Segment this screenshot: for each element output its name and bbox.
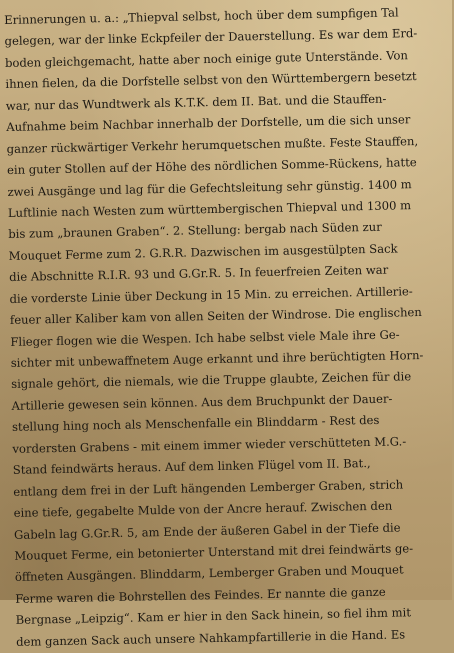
text-line: gelegen, war der linke Eckpfeiler der Dauerstellung. Es war dem Erd-	[4, 26, 418, 49]
text-line: boden gleichgemacht, hatte aber noch einige gute Unterstände. Von	[4, 48, 409, 70]
text-line: eine tiefe, gegabelte Mulde von der Ancre herauf. Zwischen den	[13, 498, 393, 520]
text-line: stellung hing noch als Menschenfalle ein Blinddarm - Rest des	[11, 413, 380, 435]
text-line: die vorderste Linie über Deckung in 15 Min. zu erreichen. Artillerie-	[9, 283, 413, 306]
text-line: Erinnerungen u. a.: „Thiepval selbst, hoch über dem sumpfigen Tal	[4, 5, 399, 27]
text-line: Stand feindwärts heraus. Auf dem linken Flügel vom II. Bat.,	[12, 456, 371, 478]
text-line: Mouquet Ferme zum 2. G.R.R. Dazwischen im ausgestülpten Sack	[8, 241, 398, 263]
text-line: Ferme waren die Bohrstellen des Feindes. Er nannte die ganze	[15, 584, 386, 606]
body-text	[4, 2, 454, 653]
text-line: Artillerie gewesen sein können. Aus dem Bruchpunkt der Dauer-	[11, 391, 393, 413]
text-line: ein guter Stollen auf der Höhe des nördlichen Somme-Rückens, hatte	[6, 155, 417, 178]
text-line: Flieger flogen wie die Wespen. Ich habe selbst viele Male ihre Ge-	[10, 327, 400, 349]
text-line: die Abschnitte R.I.R. 93 und G.Gr.R. 5. In feuerfreien Zeiten war	[8, 262, 389, 285]
text-line: bis zum „braunen Graben“. 2. Stellung: bergab nach Süden zur	[8, 220, 382, 242]
text-line: zwei Ausgänge und lag für die Gefechtsleitung sehr günstig. 1400 m	[7, 176, 412, 199]
text-line: dem ganzen Sack auch unsere Nahkampfartillerie in die Hand. Es	[15, 627, 406, 649]
text-line: ganzer rückwärtiger Verkehr herumquetschen mußte. Feste Stauffen,	[6, 133, 419, 156]
text-line: signale gehört, die niemals, wie die Truppe glaubte, Zeichen für die	[11, 369, 412, 392]
text-line: vordersten Grabens - mit einem immer wieder verschütteten M.G.-	[12, 434, 407, 456]
text-line: war, nur das Wundtwerk als K.T.K. dem II. Bat. und die Stauffen-	[5, 91, 387, 113]
text-line: Mouquet Ferme, ein betonierter Unterstand mit drei feindwärts ge-	[14, 541, 414, 563]
text-line: entlang dem frei in der Luft hängenden Lemberger Graben, strich	[13, 477, 404, 499]
text-line: Gabeln lag G.Gr.R. 5, am Ende der äußeren Gabel in der Tiefe die	[13, 519, 401, 542]
text-line: Aufnahme beim Nachbar innerhalb der Dorfstelle, um die sich unser	[6, 112, 411, 135]
text-line: öffneten Ausgängen. Blinddarm, Lemberger Graben und Mouquet	[14, 562, 404, 585]
text-line: Bergnase „Leipzig“. Kam er hier in den Sack hinein, so fiel ihm mit	[15, 605, 412, 628]
text-line: feuer aller Kaliber kam von allen Seiten der Windrose. Die englischen	[9, 305, 422, 328]
text-line: ihnen fielen, da die Dorfstelle selbst von den Württembergern besetzt	[5, 69, 417, 92]
text-line: sichter mit unbewaffnetem Auge erkannt und ihre berüchtigten Horn-	[10, 348, 424, 370]
text-line: Luftlinie nach Westen zum württembergischen Thiepval und 1300 m	[7, 198, 412, 220]
